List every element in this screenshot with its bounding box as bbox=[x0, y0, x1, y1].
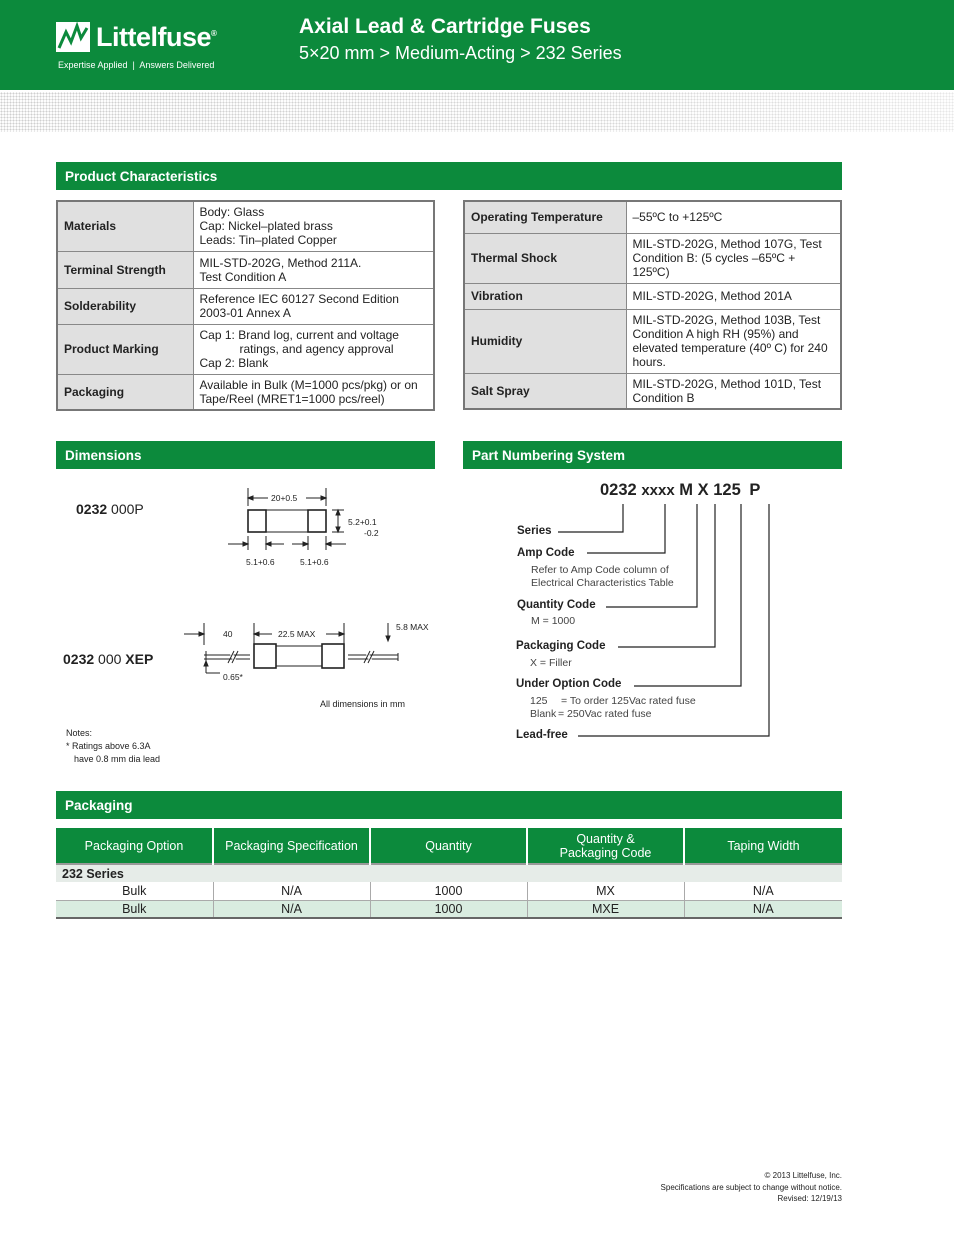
row-label: Humidity bbox=[464, 309, 626, 373]
dim-length: 20+0.5 bbox=[271, 493, 298, 503]
littelfuse-logo-icon bbox=[56, 22, 90, 52]
page-title: Axial Lead & Cartridge Fuses bbox=[299, 15, 591, 38]
label-series: Series bbox=[517, 525, 552, 537]
row-value: Body: Glass Cap: Nickel–plated brass Leads: Tin–plated Copper bbox=[193, 201, 434, 251]
cell: 1000 bbox=[370, 900, 527, 918]
cell: Bulk bbox=[56, 882, 213, 900]
table-row bbox=[464, 373, 841, 409]
quantity-code-description: M = 1000 bbox=[531, 615, 576, 627]
part-label-000p: 0232 000P bbox=[76, 501, 144, 517]
section-heading-part-numbering: Part Numbering System bbox=[463, 441, 842, 469]
amp-code-description: Refer to Amp Code column of Electrical Characteristics Table bbox=[531, 564, 674, 589]
cell: N/A bbox=[684, 900, 842, 918]
section-heading-packaging: Packaging bbox=[56, 791, 842, 819]
part-number-code: 0232 xxxx M X 125 P bbox=[600, 481, 761, 499]
row-label: Salt Spray bbox=[464, 373, 626, 409]
page-header bbox=[0, 0, 954, 90]
cell: N/A bbox=[213, 900, 370, 918]
row-label: Product Marking bbox=[57, 324, 193, 374]
row-value: Cap 1: Brand log, current and voltage ratings, and agency approval Cap 2: Blank bbox=[193, 324, 434, 374]
brand-name: Littelfuse® bbox=[96, 22, 217, 52]
packaging-table bbox=[56, 828, 842, 919]
units-note: All dimensions in mm bbox=[320, 699, 406, 709]
column-header: Quantity bbox=[370, 828, 527, 864]
littelfuse-logo bbox=[56, 20, 236, 80]
row-label: Operating Temperature bbox=[464, 201, 626, 233]
row-value: –55ºC to +125ºC bbox=[626, 201, 841, 233]
row-label: Vibration bbox=[464, 283, 626, 309]
label-under-option-code: Under Option Code bbox=[516, 678, 622, 690]
table-row bbox=[464, 201, 841, 233]
cell: N/A bbox=[684, 882, 842, 900]
table-row bbox=[56, 882, 842, 900]
column-header: Packaging Specification bbox=[213, 828, 370, 864]
column-header: Packaging Option bbox=[56, 828, 213, 864]
dim-body-length: 22.5 MAX bbox=[278, 629, 316, 639]
table-row bbox=[57, 251, 434, 288]
row-label: Terminal Strength bbox=[57, 251, 193, 288]
row-label: Solderability bbox=[57, 288, 193, 324]
dim-body-diameter: 5.8 MAX bbox=[396, 622, 429, 632]
brand-tagline: Expertise Applied | Answers Delivered bbox=[58, 60, 215, 70]
row-value: MIL-STD-202G, Method 107G, Test Condition B: (5 cycles –65ºC + 125ºC) bbox=[626, 233, 841, 283]
page-footer bbox=[661, 1170, 842, 1205]
series-row bbox=[56, 864, 842, 882]
table-row bbox=[57, 324, 434, 374]
row-label: Materials bbox=[57, 201, 193, 251]
cell: MXE bbox=[527, 900, 684, 918]
label-quantity-code: Quantity Code bbox=[517, 599, 596, 611]
label-amp-code: Amp Code bbox=[517, 547, 575, 559]
row-value: MIL-STD-202G, Method 103B, Test Condition A high RH (95%) and elevated temperature (40º C) for 240 hours. bbox=[626, 309, 841, 373]
table-row bbox=[56, 900, 842, 918]
row-value: MIL-STD-202G, Method 201A bbox=[626, 283, 841, 309]
row-label: Thermal Shock bbox=[464, 233, 626, 283]
dimension-notes: Notes: * Ratings above 6.3A have 0.8 mm dia lead bbox=[66, 728, 161, 764]
table-row bbox=[464, 309, 841, 373]
fuse-drawing-000xep bbox=[180, 615, 440, 695]
table-row bbox=[57, 288, 434, 324]
dim-cap-left: 5.1+0.6 bbox=[246, 557, 275, 567]
section-heading-product-characteristics: Product Characteristics bbox=[56, 162, 842, 190]
label-lead-free: Lead-free bbox=[516, 729, 568, 741]
dim-wire-diameter: 0.65* bbox=[223, 672, 243, 682]
row-value: Available in Bulk (M=1000 pcs/pkg) or on Tape/Reel (MRET1=1000 pcs/reel) bbox=[193, 374, 434, 410]
dim-diameter-tolerance: -0.2 bbox=[364, 528, 379, 538]
table-row bbox=[57, 374, 434, 410]
disclaimer: Specifications are subject to change without notice. bbox=[660, 1182, 842, 1192]
page-subtitle: 5×20 mm > Medium-Acting > 232 Series bbox=[299, 43, 622, 63]
section-heading-dimensions: Dimensions bbox=[56, 441, 435, 469]
copyright: © 2013 Littelfuse, Inc. bbox=[764, 1171, 842, 1180]
characteristics-table-left bbox=[56, 200, 435, 411]
table-row bbox=[464, 233, 841, 283]
packaging-code-description: X = Filler bbox=[530, 657, 572, 669]
characteristics-table-right bbox=[463, 200, 842, 410]
table-row bbox=[464, 283, 841, 309]
dim-diameter: 5.2+0.1 bbox=[348, 517, 377, 527]
series-label: 232 Series bbox=[56, 864, 842, 882]
column-header: Quantity & Packaging Code bbox=[527, 828, 684, 864]
row-value: Reference IEC 60127 Second Edition 2003-01 Annex A bbox=[193, 288, 434, 324]
cell: MX bbox=[527, 882, 684, 900]
table-header-row bbox=[56, 828, 842, 864]
dim-lead-length: 40 bbox=[223, 629, 233, 639]
row-label: Packaging bbox=[57, 374, 193, 410]
revision-date: Revised: 12/19/13 bbox=[777, 1194, 842, 1203]
part-label-000xep: 0232 000 XEP bbox=[63, 651, 154, 667]
fuse-drawing-000p bbox=[180, 480, 420, 580]
table-row bbox=[57, 201, 434, 251]
row-value: MIL-STD-202G, Method 101D, Test Condition B bbox=[626, 373, 841, 409]
cell: Bulk bbox=[56, 900, 213, 918]
dot-band-fade bbox=[0, 92, 954, 132]
column-header: Taping Width bbox=[684, 828, 842, 864]
cell: 1000 bbox=[370, 882, 527, 900]
under-option-description: 125 = To order 125Vac rated fuse Blank = 250Vac rated fuse bbox=[530, 695, 696, 720]
dim-cap-right: 5.1+0.6 bbox=[300, 557, 329, 567]
row-value: MIL-STD-202G, Method 211A. Test Condition A bbox=[193, 251, 434, 288]
cell: N/A bbox=[213, 882, 370, 900]
label-packaging-code: Packaging Code bbox=[516, 640, 606, 652]
